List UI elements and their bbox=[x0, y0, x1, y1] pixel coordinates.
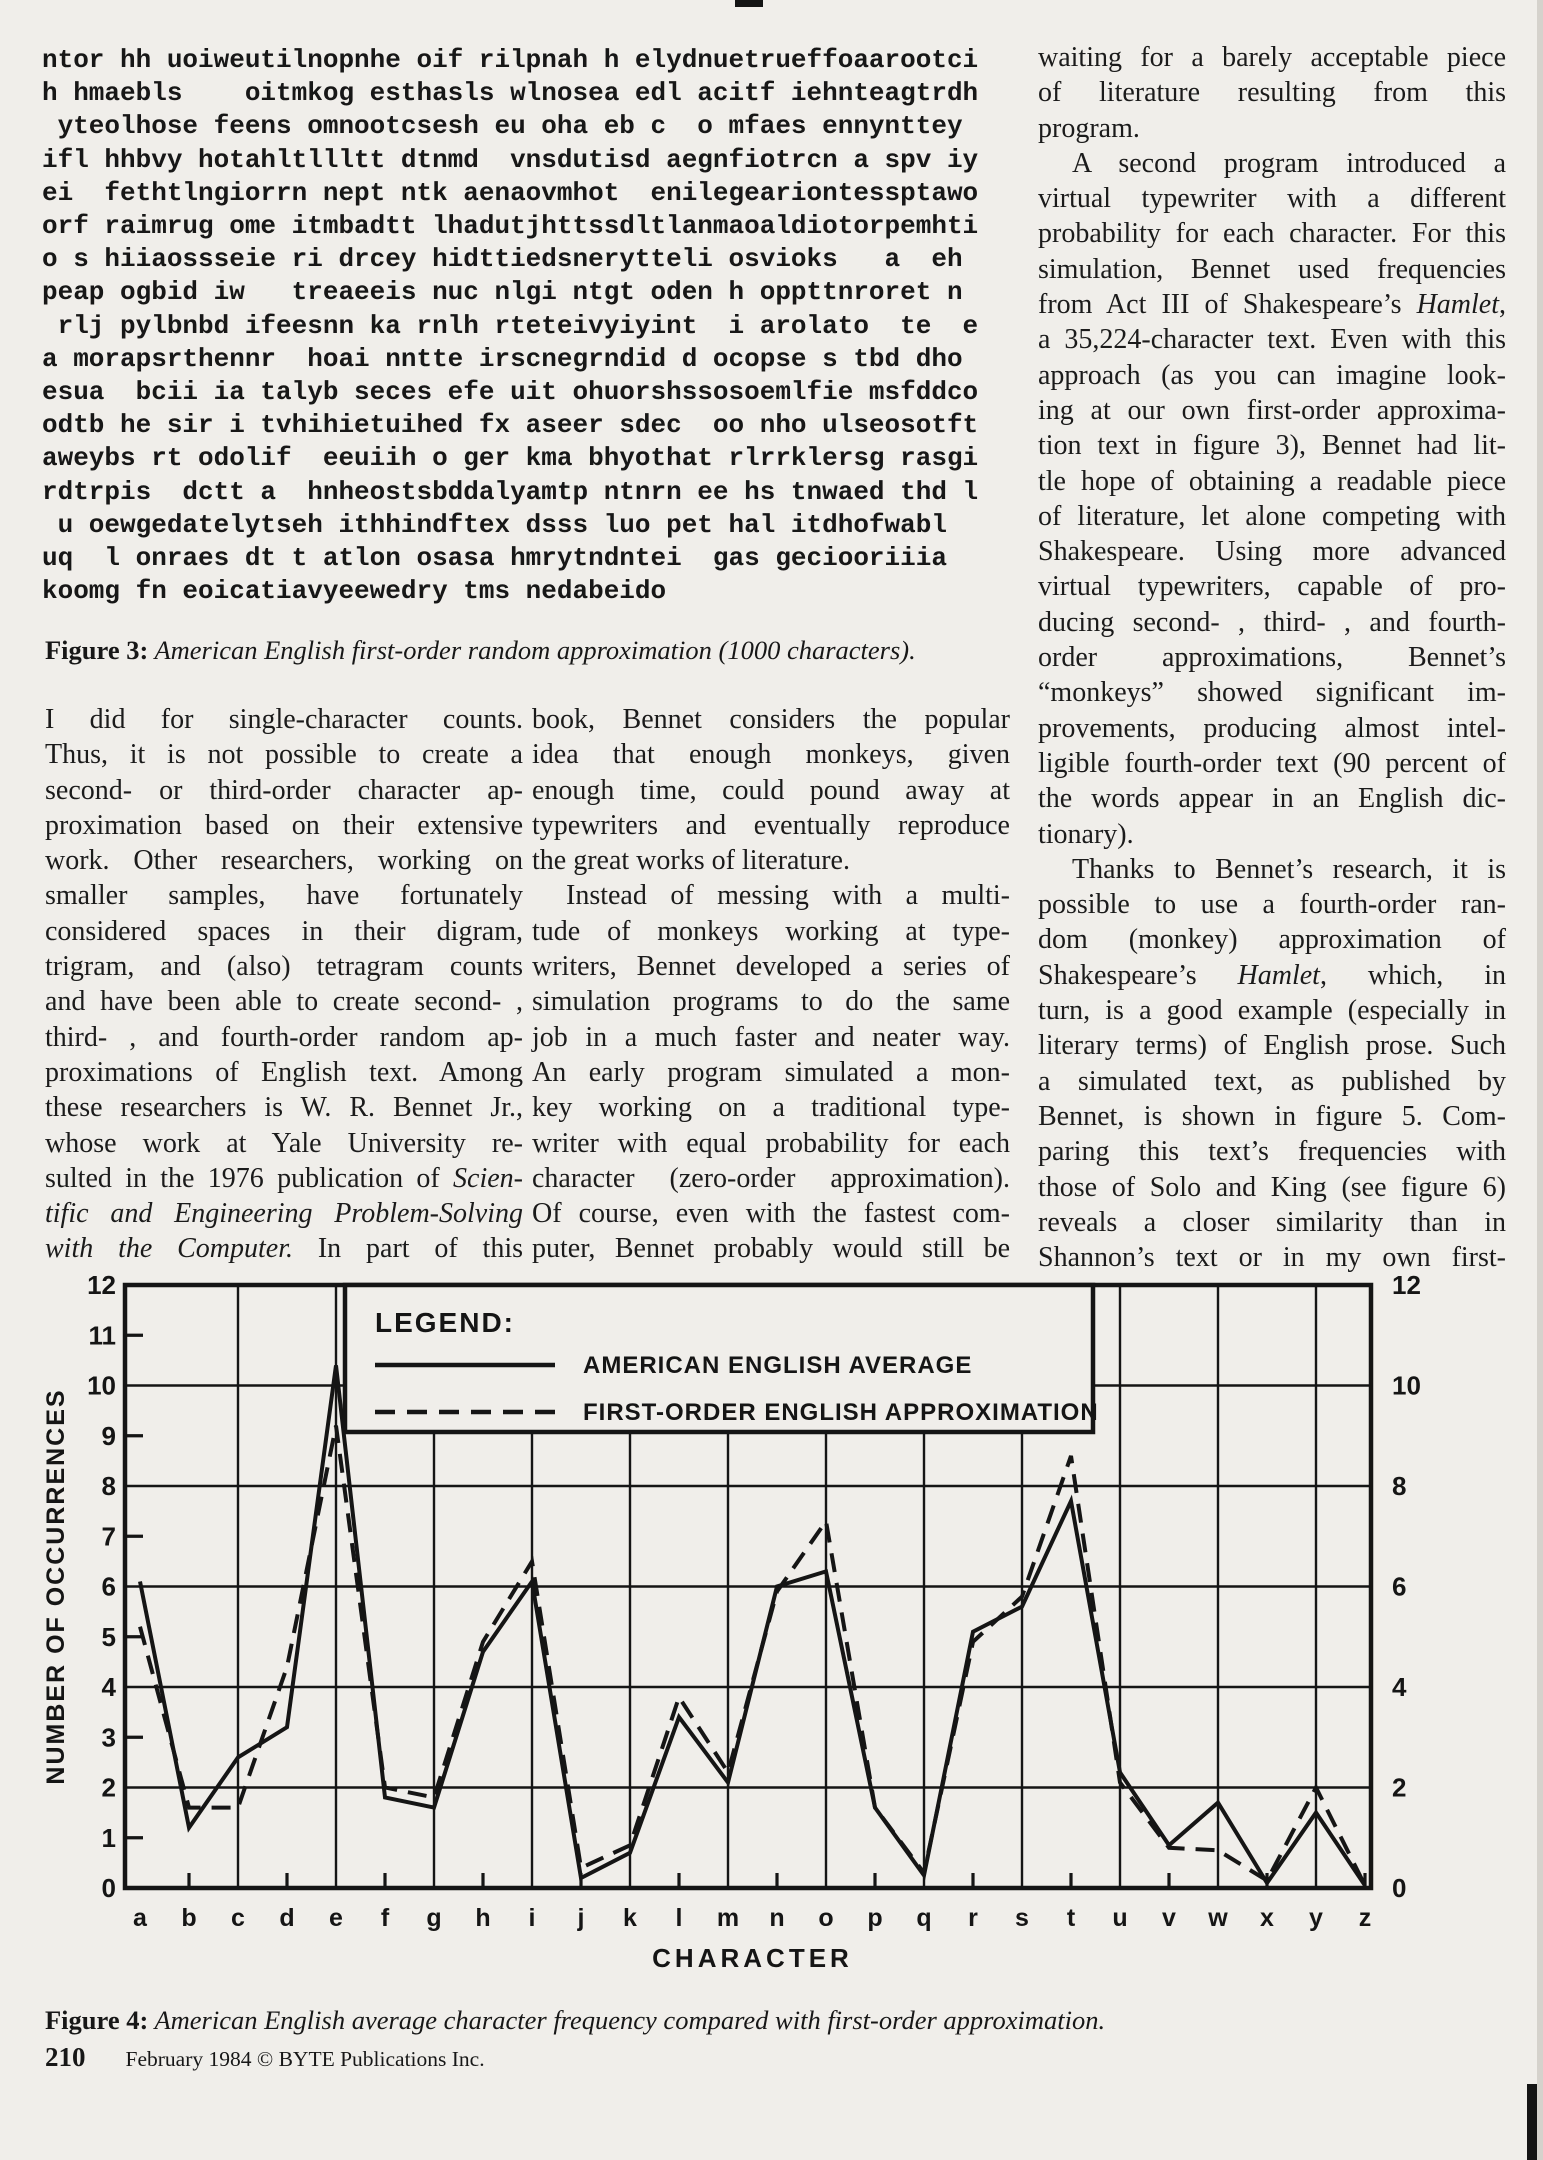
y-tick-label-right: 0 bbox=[1392, 1873, 1407, 1903]
text-segment: tion text in figure 3), Bennet had lit- bbox=[1038, 430, 1506, 462]
text-segment: simulation programs to do the same bbox=[532, 986, 1010, 1018]
text-segment: sulted in the 1976 publication of bbox=[45, 1162, 454, 1194]
x-tick-label: h bbox=[475, 1904, 491, 1932]
text-segment: A second program introduced a bbox=[1072, 147, 1506, 179]
text-segment: virtual typewriter with a different bbox=[1038, 183, 1506, 215]
text-segment: the great works of literature. bbox=[532, 845, 850, 877]
y-tick-label-right: 6 bbox=[1392, 1571, 1407, 1602]
text-line bbox=[1038, 464, 1506, 499]
x-tick-label: j bbox=[577, 1904, 585, 1932]
x-tick-label: v bbox=[1162, 1904, 1176, 1932]
text-segment: ing at our own first-order approxima- bbox=[1038, 394, 1506, 426]
text-line bbox=[1038, 817, 1506, 852]
text-segment: Thus, it is not possible to create a bbox=[45, 739, 523, 771]
text-segment: ducing second- , third- , and fourth- bbox=[1038, 606, 1506, 638]
text-line bbox=[45, 1020, 523, 1055]
text-line bbox=[1038, 181, 1506, 216]
text-line bbox=[1038, 1205, 1506, 1240]
text-segment: proximation based on their extensive bbox=[45, 809, 523, 841]
x-tick-label: d bbox=[279, 1904, 295, 1932]
y-tick-label-left: 12 bbox=[87, 1270, 116, 1300]
figure3-caption-text: American English first-order random approximation (1000 characters). bbox=[148, 634, 916, 665]
y-tick-label-left: 7 bbox=[101, 1521, 116, 1552]
text-line bbox=[1038, 1170, 1506, 1205]
text-line bbox=[1038, 1028, 1506, 1063]
x-tick-label: p bbox=[867, 1904, 883, 1932]
text-segment: idea that enough monkeys, given bbox=[532, 739, 1010, 771]
text-segment: and have been able to create second- , bbox=[45, 986, 523, 1018]
text-line bbox=[1038, 111, 1506, 146]
page-edge-shadow bbox=[1537, 0, 1543, 2160]
italic-text: with the Computer. bbox=[45, 1233, 294, 1265]
text-line bbox=[1038, 746, 1506, 781]
text-segment: simulation, Bennet used frequencies bbox=[1038, 253, 1506, 285]
page-number: 210 bbox=[45, 2042, 86, 2072]
text-line bbox=[45, 773, 523, 808]
text-segment: program. bbox=[1038, 112, 1140, 144]
text-line bbox=[45, 1055, 523, 1090]
text-line bbox=[1038, 358, 1506, 393]
x-tick-label: e bbox=[329, 1904, 343, 1932]
text-line bbox=[532, 1126, 1010, 1161]
x-tick-label: f bbox=[380, 1904, 390, 1932]
y-axis-title: NUMBER OF OCCURRENCES bbox=[42, 1388, 70, 1785]
text-segment: typewriters and eventually reproduce bbox=[532, 809, 1010, 841]
text-segment: considered spaces in their digram, bbox=[45, 915, 523, 947]
x-tick-label: i bbox=[528, 1904, 536, 1932]
text-segment: trigram, and (also) tetragram counts bbox=[45, 951, 523, 983]
x-tick-label: b bbox=[181, 1904, 197, 1932]
text-line bbox=[1038, 1134, 1506, 1169]
x-tick-label: n bbox=[769, 1904, 785, 1932]
text-line bbox=[45, 1231, 523, 1266]
text-segment: these researchers is W. R. Bennet Jr., bbox=[45, 1092, 523, 1124]
text-line bbox=[1038, 146, 1506, 181]
text-line bbox=[1038, 322, 1506, 357]
text-segment: work. Other researchers, working on bbox=[45, 845, 523, 877]
text-segment: of literature, let alone competing with bbox=[1038, 500, 1506, 532]
text-segment: probability for each character. For this bbox=[1038, 218, 1506, 250]
legend-label: FIRST-ORDER ENGLISH APPROXIMATION bbox=[583, 1399, 1099, 1426]
text-line bbox=[532, 702, 1010, 737]
text-line bbox=[1038, 640, 1506, 675]
series-solid-line bbox=[140, 1365, 1365, 1885]
text-segment: “monkeys” showed significant im- bbox=[1038, 677, 1506, 709]
y-tick-label-left: 6 bbox=[101, 1571, 116, 1602]
y-tick-label-right: 8 bbox=[1392, 1471, 1407, 1501]
text-line bbox=[532, 984, 1010, 1019]
x-tick-label: k bbox=[623, 1904, 637, 1932]
text-segment: In part of this bbox=[293, 1233, 523, 1265]
x-tick-label: w bbox=[1208, 1904, 1228, 1932]
x-tick-label: t bbox=[1066, 1904, 1076, 1932]
text-segment: writers, Bennet developed a series of bbox=[532, 951, 1010, 983]
x-tick-label: u bbox=[1112, 1904, 1128, 1932]
text-line bbox=[1038, 499, 1506, 534]
text-line bbox=[1038, 993, 1506, 1028]
y-tick-label-right: 10 bbox=[1392, 1370, 1421, 1401]
text-segment: tle hope of obtaining a readable piece bbox=[1038, 465, 1506, 497]
text-segment: Of course, even with the fastest com- bbox=[532, 1198, 1010, 1230]
text-line bbox=[45, 1126, 523, 1161]
text-line bbox=[45, 1161, 523, 1196]
text-segment: key working on a traditional type- bbox=[532, 1092, 1010, 1124]
text-segment: enough time, could pound away at bbox=[532, 774, 1010, 806]
text-line bbox=[1038, 216, 1506, 251]
text-segment: provements, producing almost intel- bbox=[1038, 712, 1506, 744]
figure4-caption-label: Figure 4: bbox=[45, 2004, 149, 2035]
text-line bbox=[45, 878, 523, 913]
text-line bbox=[1038, 922, 1506, 957]
text-line bbox=[45, 737, 523, 772]
text-segment: smaller samples, have fortunately bbox=[45, 880, 523, 912]
x-tick-label: g bbox=[426, 1904, 442, 1932]
x-tick-label: z bbox=[1358, 1904, 1372, 1932]
text-segment: dom (monkey) approximation of bbox=[1038, 924, 1506, 956]
text-line bbox=[45, 949, 523, 984]
text-line bbox=[1038, 40, 1506, 75]
text-segment: paring this text’s frequencies with bbox=[1038, 1136, 1506, 1168]
publication-credit: February 1984 © BYTE Publications Inc. bbox=[125, 2047, 485, 2071]
text-segment: of literature resulting from this bbox=[1038, 77, 1506, 109]
italic-text: tific and Engineering Problem-Solving bbox=[45, 1198, 523, 1230]
text-line bbox=[1038, 675, 1506, 710]
text-segment: third- , and fourth-order random ap- bbox=[45, 1021, 523, 1053]
text-segment: those of Solo and King (see figure 6) bbox=[1038, 1171, 1506, 1203]
text-line bbox=[1038, 711, 1506, 746]
italic-text: Scien- bbox=[453, 1162, 523, 1194]
figure3-caption-label: Figure 3: bbox=[45, 634, 149, 665]
text-segment: writer with equal probability for each bbox=[532, 1127, 1010, 1159]
y-tick-label-left: 10 bbox=[87, 1370, 116, 1401]
text-segment: literary terms) of English prose. Such bbox=[1038, 1030, 1506, 1062]
text-line bbox=[532, 1196, 1010, 1231]
text-segment: second- or third-order character ap- bbox=[45, 774, 523, 806]
text-line bbox=[45, 1196, 523, 1231]
page-footer bbox=[45, 2042, 485, 2073]
text-segment: possible to use a fourth-order ran- bbox=[1038, 889, 1506, 921]
text-line bbox=[1038, 852, 1506, 887]
text-line bbox=[532, 1020, 1010, 1055]
text-line bbox=[532, 914, 1010, 949]
text-line bbox=[45, 843, 523, 878]
text-segment: ligible fourth-order text (90 percent of bbox=[1038, 747, 1506, 779]
scan-artifact bbox=[735, 0, 763, 7]
y-tick-label-left: 0 bbox=[101, 1873, 116, 1903]
text-segment: a 35,224-character text. Even with this bbox=[1038, 324, 1506, 356]
x-tick-label: a bbox=[133, 1904, 147, 1932]
text-segment: Shannon’s text or in my own first- bbox=[1038, 1242, 1506, 1274]
text-segment: An early program simulated a mon- bbox=[532, 1056, 1010, 1088]
text-line bbox=[1038, 534, 1506, 569]
text-segment: virtual typewriters, capable of pro- bbox=[1038, 571, 1506, 603]
body-column-left bbox=[45, 702, 523, 1267]
text-segment: character (zero-order approximation). bbox=[532, 1162, 1010, 1194]
text-segment: puter, Bennet probably would still be bbox=[532, 1233, 1010, 1265]
y-tick-label-left: 8 bbox=[101, 1471, 116, 1501]
text-segment: tionary). bbox=[1038, 818, 1134, 850]
text-line bbox=[1038, 605, 1506, 640]
text-segment: , bbox=[1499, 289, 1506, 321]
text-line bbox=[45, 702, 523, 737]
text-line bbox=[1038, 252, 1506, 287]
text-line bbox=[532, 1055, 1010, 1090]
text-line bbox=[1038, 781, 1506, 816]
legend-title: LEGEND: bbox=[375, 1307, 515, 1338]
text-segment: whose work at Yale University re- bbox=[45, 1127, 523, 1159]
x-tick-label: c bbox=[231, 1904, 245, 1932]
text-line bbox=[1038, 393, 1506, 428]
text-segment: book, Bennet considers the popular bbox=[532, 704, 1010, 735]
y-tick-label-left: 2 bbox=[101, 1772, 116, 1803]
text-segment: the words appear in an English dic- bbox=[1038, 783, 1506, 815]
text-line bbox=[45, 808, 523, 843]
body-column-right bbox=[1038, 40, 1506, 1275]
text-line bbox=[532, 1231, 1010, 1266]
text-line bbox=[532, 878, 1010, 913]
italic-text: Hamlet bbox=[1416, 289, 1499, 321]
text-segment: Shakespeare. Using more advanced bbox=[1038, 536, 1506, 568]
x-tick-label: q bbox=[916, 1904, 932, 1932]
body-column-middle bbox=[532, 702, 1010, 1267]
text-line bbox=[1038, 287, 1506, 322]
text-segment: proximations of English text. Among bbox=[45, 1056, 523, 1088]
figure4-chart bbox=[40, 1270, 1460, 1982]
x-axis-title: CHARACTER bbox=[652, 1943, 853, 1973]
x-tick-label: l bbox=[675, 1904, 683, 1932]
figure4-caption bbox=[45, 2005, 1295, 2036]
figure4-caption-text: American English average character frequency compared with first-order approximation. bbox=[148, 2004, 1106, 2035]
x-tick-label: m bbox=[716, 1904, 740, 1932]
text-segment: tude of monkeys working at type- bbox=[532, 915, 1010, 947]
y-tick-label-right: 4 bbox=[1392, 1672, 1407, 1702]
text-line bbox=[45, 984, 523, 1019]
figure3-random-text: ntor hh uoiweutilnopnhe oif rilpnah h elydnuetrueffoaarootci h hmaebls oitmkog esthasls wlnosea edl acitf iehnteagtrdh yteolhose feens omnootcsesh eu oha eb c o mfaes ennynttey ifl hhbvy hotahltllltt dtnmd vnsdutisd aegnfiotrcn a spv iy ei fethtlngiorrn nept ntk aenaovmhot enilegeariontessptawo orf raimrug ome itmbadtt lhadutjhttssdltlanmaoaldiotorpemhti o s hiiaossseie ri drcey hidttiedsnerytteli osvioks a eh peap ogbid iw treaeeis nuc nlgi ntgt oden h oppttnroret n rlj pylbnbd ifeesnn ka rnlh rteteivyiyint i arolato te e a morapsrthennr hoai nntte irscnegrndid d ocopse s tbd dho esua bcii ia talyb seces efe uit ohuorshssosoemlfie msfddco odtb he sir i tvhihietuihed fx aseer sdec oo nho ulseosotft aweybs rt odolif eeuiih o ger kma bhyothat rlrrklersg rasgi rdtrpis dctt a hnheostsbddalyamtp ntnrn ee hs tnwaed thd l u oewgedatelytseh ithhindftex dsss luo pet hal itdhofwabl uq l onraes dt t atlon osasa hmrytndntei gas geciooriiia koomg fn eoicatiavyeewedry tms nedabeido bbox=[42, 45, 979, 607]
text-line bbox=[532, 773, 1010, 808]
text-segment: turn, is a good example (especially in bbox=[1038, 995, 1506, 1027]
text-line bbox=[1038, 887, 1506, 922]
y-tick-label-right: 12 bbox=[1392, 1270, 1421, 1300]
y-tick-label-left: 9 bbox=[101, 1420, 116, 1451]
text-line bbox=[1038, 958, 1506, 993]
text-segment: from Act III of Shakespeare’s bbox=[1038, 289, 1417, 321]
y-tick-label-left: 3 bbox=[101, 1722, 116, 1753]
y-tick-label-right: 2 bbox=[1392, 1772, 1407, 1803]
text-line bbox=[532, 843, 1010, 878]
x-tick-label: o bbox=[818, 1904, 834, 1932]
text-segment: , which, in bbox=[1319, 959, 1506, 991]
text-line bbox=[532, 1090, 1010, 1125]
text-line bbox=[1038, 428, 1506, 463]
text-segment: I did for single-character counts. bbox=[45, 704, 523, 735]
figure3-caption bbox=[45, 635, 1025, 666]
y-tick-label-left: 1 bbox=[101, 1822, 116, 1853]
y-tick-label-left: 4 bbox=[101, 1672, 116, 1702]
text-line bbox=[45, 1090, 523, 1125]
text-segment: a simulated text, as published by bbox=[1038, 1065, 1506, 1097]
text-line bbox=[532, 1161, 1010, 1196]
y-tick-label-left: 5 bbox=[101, 1621, 116, 1652]
italic-text: Hamlet bbox=[1237, 959, 1320, 991]
text-segment: waiting for a barely acceptable piece bbox=[1038, 42, 1506, 73]
text-segment: Thanks to Bennet’s research, it is bbox=[1072, 853, 1506, 885]
text-line bbox=[1038, 569, 1506, 604]
text-line bbox=[45, 914, 523, 949]
text-segment: approach (as you can imagine look- bbox=[1038, 359, 1506, 391]
x-tick-label: x bbox=[1260, 1904, 1274, 1932]
text-line bbox=[1038, 75, 1506, 110]
text-line bbox=[532, 949, 1010, 984]
y-tick-label-left: 11 bbox=[88, 1320, 116, 1351]
text-line bbox=[532, 737, 1010, 772]
x-tick-label: s bbox=[1015, 1904, 1029, 1932]
text-line bbox=[1038, 1099, 1506, 1134]
x-tick-label: y bbox=[1309, 1904, 1323, 1932]
text-segment: Bennet, is shown in figure 5. Com- bbox=[1038, 1100, 1506, 1132]
text-segment: job in a much faster and neater way. bbox=[532, 1021, 1010, 1053]
series-dashed-line bbox=[140, 1426, 1365, 1886]
text-segment: reveals a closer similarity than in bbox=[1038, 1206, 1506, 1238]
x-tick-label: r bbox=[968, 1904, 978, 1932]
text-segment: Instead of messing with a multi- bbox=[566, 880, 1010, 912]
text-line bbox=[532, 808, 1010, 843]
text-segment: order approximations, Bennet’s bbox=[1038, 642, 1506, 674]
text-segment: Shakespeare’s bbox=[1038, 959, 1238, 991]
text-line bbox=[1038, 1064, 1506, 1099]
legend-label: AMERICAN ENGLISH AVERAGE bbox=[583, 1352, 973, 1379]
